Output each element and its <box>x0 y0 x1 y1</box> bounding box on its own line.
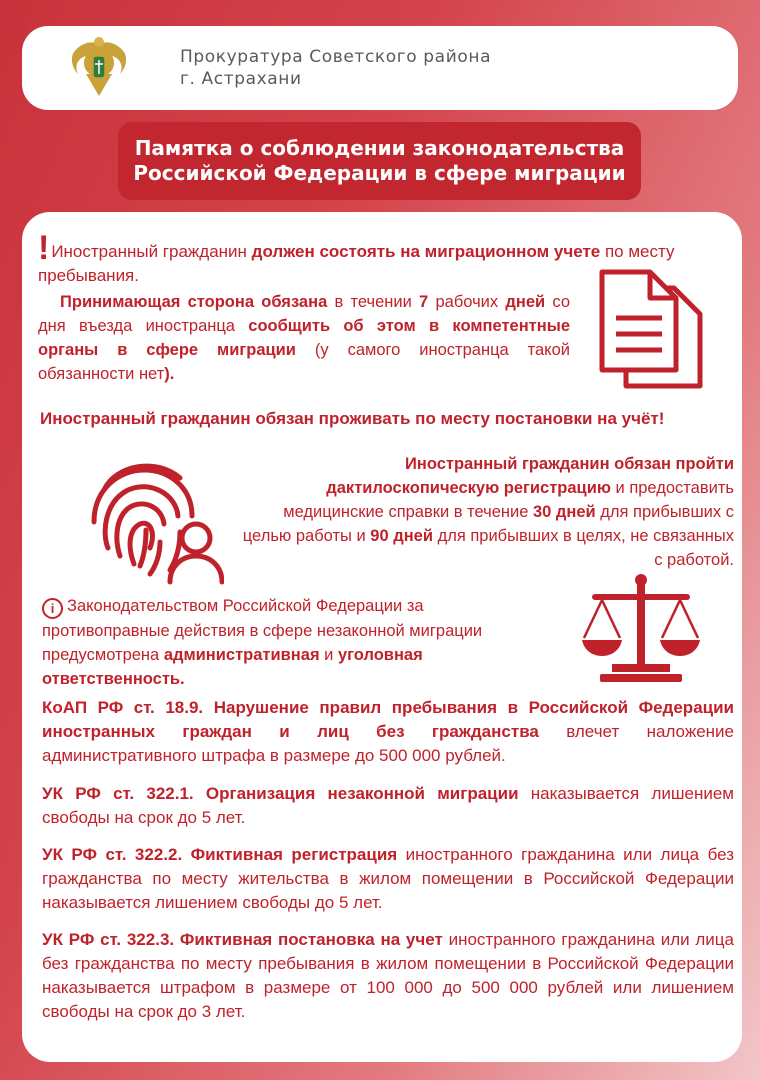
host-obligation <box>38 290 570 386</box>
host-text-2: рабочих <box>428 293 506 311</box>
intro-text-2: по месту пребывания. <box>38 242 675 285</box>
intro-text-1: Иностранный гражданин <box>51 242 252 261</box>
article-uk-322-3 <box>42 928 734 1024</box>
liability-text-1: Законодательством Российской Федерации за противоправные действия в сфере незаконной миграции предусмотрена <box>42 597 483 664</box>
finger-text-1: и предоставить медицинские справки в течение <box>283 479 734 521</box>
liability-bold-2: уголовная ответственность. <box>42 646 423 688</box>
fingerprint-requirement <box>236 452 734 572</box>
header-bar <box>22 26 738 110</box>
article-2-text: наказывается лишением свободы на срок до 5 лет. <box>42 784 734 827</box>
title-line-1: Памятка о соблюдении законодательства <box>134 136 625 160</box>
host-bold-2: 7 <box>419 293 429 311</box>
host-bold-1: Принимающая сторона обязана <box>60 293 328 311</box>
exclamation-icon: ! <box>38 229 50 267</box>
host-bold-4: сообщить об этом в компетентные органы в сфере миграции <box>38 317 570 359</box>
liability-notice <box>42 594 552 691</box>
intro-bold: должен состоять на миграционном учете <box>251 242 601 261</box>
org-line-1: Прокуратура Советского района <box>180 47 492 67</box>
finger-text-3: для прибывших в целях, не связанных с работой. <box>433 527 734 569</box>
title-line-2: Российской Федерации в сфере миграции <box>133 161 626 185</box>
info-icon: i <box>42 598 63 619</box>
prosecutor-emblem-icon <box>66 34 132 104</box>
page-title <box>118 122 641 200</box>
content-card <box>22 212 742 1062</box>
residence-notice: Иностранный гражданин обязан проживать по месту постановки на учёт! <box>40 409 665 428</box>
article-3-title: УК РФ ст. 322.2. Фиктивная регистрация <box>42 845 398 864</box>
article-uk-322-1 <box>42 782 734 830</box>
org-line-2: г. Астрахани <box>180 69 302 89</box>
host-bold-3: дней <box>505 293 546 311</box>
liability-text-2: и <box>319 646 338 664</box>
host-text-3: со дня въезда иностранца <box>38 293 571 335</box>
scales-icon <box>582 572 700 684</box>
finger-text-2: для прибывших с целью работы и <box>242 503 734 545</box>
article-koap-18-9 <box>42 696 734 768</box>
article-4-text: иностранного гражданина или лица без гражданства по месту пребывания в жилом помещении в Российской Федерации наказывается штрафом в размере от 100 000 до 500 000 рублей или лишением свободы на срок до 3 лет. <box>42 930 734 1021</box>
host-text-1: в течении <box>327 293 420 311</box>
article-2-title: УК РФ ст. 322.1. Организация незаконной миграции <box>42 784 519 803</box>
organization-name <box>180 46 491 90</box>
document-icon <box>596 268 706 390</box>
article-1-title: КоАП РФ ст. 18.9. Нарушение правил пребывания в Российской Федерации иностранных граждан и лиц без гражданства <box>42 698 734 741</box>
liability-bold-1: административная <box>163 646 320 664</box>
article-1-text: влечет наложение административного штрафа в размере до 500 000 рублей. <box>42 722 734 765</box>
fingerprint-person-icon <box>84 452 224 586</box>
finger-bold-2: 30 дней <box>532 503 596 521</box>
host-text-4: (у самого иностранца такой обязанности нет <box>38 341 570 383</box>
article-4-title: УК РФ ст. 322.3. Фиктивная постановка на учет <box>42 930 443 949</box>
finger-bold-3: 90 дней <box>370 527 433 545</box>
host-text-5: ). <box>164 365 175 383</box>
article-3-text: иностранного гражданина или лица без гражданства по месту жительства в жилом помещении в Российской Федерации наказывается лишением свободы до 5 лет. <box>42 845 734 912</box>
article-uk-322-2 <box>42 843 734 915</box>
finger-bold-1: Иностранный гражданин обязан пройти дактилоскопическую регистрацию <box>326 455 734 497</box>
